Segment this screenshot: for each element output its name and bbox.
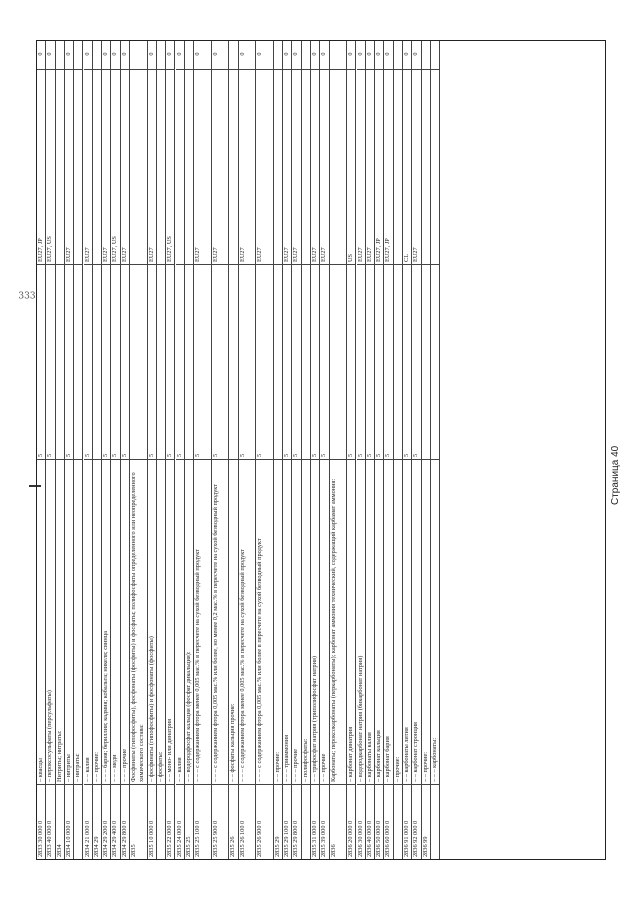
- value-cell: [394, 39, 402, 69]
- description-cell: – – – карбонаты:: [431, 459, 439, 784]
- table-row: [394, 41, 403, 859]
- countries-cell: [93, 69, 101, 264]
- value-cell: 0: [211, 52, 219, 56]
- description-cell: – пероксосульфаты (персульфаты): [46, 459, 54, 784]
- value-cell: 0: [120, 52, 128, 56]
- hs-code-cell: 2836 20 000 0: [347, 784, 355, 859]
- rate-cell: 5: [121, 264, 129, 459]
- description-cell: – – – с содержанием фтора 0,005 мас.% или более, но менее 0,2 мас.% в пересчете на сухой безводный продукт: [212, 459, 229, 784]
- value-cell: 0: [175, 52, 183, 56]
- table-row: [84, 41, 93, 859]
- value-cell: 0: [37, 52, 44, 56]
- value-cell: 0: [311, 52, 318, 56]
- rate-cell: 5: [292, 264, 300, 459]
- countries-cell: [302, 69, 310, 264]
- description-cell: – – прочие: [320, 459, 328, 784]
- rate-cell: 5: [111, 264, 119, 459]
- description-cell: – – калия: [176, 459, 184, 784]
- rate-cell: 5: [357, 264, 365, 459]
- description-cell: – – – меди: [111, 459, 119, 784]
- table-row: [347, 41, 356, 859]
- hs-code-cell: [74, 784, 82, 859]
- value-cell: 0: [384, 52, 392, 56]
- table-row: [229, 41, 238, 859]
- rate-cell: 5: [256, 264, 273, 459]
- countries-cell: CL: [403, 69, 411, 264]
- hs-code-cell: [394, 784, 402, 859]
- table-row: [212, 41, 230, 859]
- hs-code-cell: 2836 99: [422, 784, 430, 859]
- table-row: [37, 41, 46, 859]
- value-cell: 0: [356, 52, 364, 56]
- description-cell: Карбонаты; пероксокарбонаты (перкарбонаты); карбонат аммония технический, содержащий карбамат аммония:: [330, 459, 347, 784]
- table-row: [194, 41, 212, 859]
- tariff-table: [36, 40, 606, 860]
- hs-code-cell: 2836 92 000 0: [412, 784, 420, 859]
- hs-code-cell: 2834: [56, 784, 64, 859]
- countries-cell: EU27: [311, 69, 319, 264]
- rate-cell: 5: [102, 264, 110, 459]
- value-cell: 0: [111, 52, 119, 56]
- countries-cell: EU27: [283, 69, 291, 264]
- rate-cell: 5: [384, 264, 392, 459]
- value-cell: [422, 39, 430, 69]
- rate-cell: [422, 264, 430, 459]
- hs-code-cell: 2836 60 000 0: [384, 784, 392, 859]
- table-row: [65, 41, 74, 859]
- countries-cell: EU27, US: [46, 69, 54, 264]
- rate-cell: 5: [412, 264, 420, 459]
- hs-code-cell: 2835 39 000 0: [320, 784, 328, 859]
- description-cell: – – трифосфат натрия (триполифосфат натрия): [311, 459, 319, 784]
- page-number: Страница 40: [610, 445, 621, 505]
- countries-cell: EU27: [212, 69, 229, 264]
- rate-cell: 5: [194, 264, 211, 459]
- value-cell: 0: [347, 52, 355, 56]
- table-row: [366, 41, 375, 859]
- value-cell: [56, 39, 64, 69]
- hs-code-cell: 2836 50 000 0: [375, 784, 383, 859]
- table-row: [311, 41, 320, 859]
- value-cell: 0: [238, 52, 246, 56]
- description-cell: – – – бария; бериллия; кадмия; кобальта; никеля; свинца: [102, 459, 110, 784]
- description-cell: Нитриты; нитраты:: [56, 459, 64, 784]
- rate-cell: [56, 264, 64, 459]
- table-row: [422, 41, 431, 859]
- table-row: [403, 41, 412, 859]
- countries-cell: EU27: [292, 69, 300, 264]
- description-cell: – – калия: [84, 459, 92, 784]
- table-row: [166, 41, 175, 859]
- countries-cell: EU27, JP: [37, 69, 45, 264]
- rate-cell: 5: [311, 264, 319, 459]
- hs-code-cell: 2835 22 000 0: [166, 784, 174, 859]
- countries-cell: [56, 69, 64, 264]
- rate-cell: [130, 264, 147, 459]
- description-cell: – квасцы: [37, 459, 45, 784]
- hs-code-cell: [157, 784, 165, 859]
- description-cell: – – прочие:: [422, 459, 430, 784]
- table-row: [274, 41, 283, 859]
- countries-cell: EU27: [102, 69, 110, 264]
- hs-code-cell: 2835 26 900 0: [256, 784, 273, 859]
- countries-cell: EU27, US: [111, 69, 119, 264]
- rate-cell: [157, 264, 165, 459]
- countries-cell: EU27: [239, 69, 256, 264]
- description-cell: – фосфаты:: [157, 459, 165, 784]
- countries-cell: EU27, US: [166, 69, 174, 264]
- hs-code-cell: 2834 10 000 0: [65, 784, 73, 859]
- hs-code-cell: 2835 31 000 0: [311, 784, 319, 859]
- rate-cell: 5: [283, 264, 291, 459]
- countries-cell: EU27: [412, 69, 420, 264]
- hs-code-cell: 2834 29: [93, 784, 101, 859]
- table-row: [102, 41, 111, 859]
- rate-cell: 5: [347, 264, 355, 459]
- table-row: [384, 41, 393, 859]
- countries-cell: EU27: [121, 69, 129, 264]
- table-row: [431, 41, 440, 859]
- description-cell: – карбонат бария: [384, 459, 392, 784]
- value-cell: 0: [64, 52, 72, 56]
- rate-cell: 5: [403, 264, 411, 459]
- hs-code-cell: [302, 784, 310, 859]
- countries-cell: [74, 69, 82, 264]
- table-row: [239, 41, 257, 859]
- rate-cell: 5: [239, 264, 256, 459]
- countries-cell: [330, 69, 347, 264]
- description-cell: – – моно- или динатрия: [166, 459, 174, 784]
- value-cell: 0: [256, 52, 264, 56]
- rate-cell: [93, 264, 101, 459]
- hs-code-cell: 2835 24 000 0: [176, 784, 184, 859]
- value-cell: 0: [46, 52, 54, 56]
- countries-cell: EU27: [357, 69, 365, 264]
- table-row: [148, 41, 157, 859]
- countries-cell: [274, 69, 282, 264]
- value-cell: [157, 39, 165, 69]
- rate-cell: 5: [320, 264, 328, 459]
- hs-code-cell: 2833 30 000 0: [37, 784, 45, 859]
- description-cell: – – – триаммония: [283, 459, 291, 784]
- hs-code-cell: 2834 29 400 0: [111, 784, 119, 859]
- rate-cell: [394, 264, 402, 459]
- hs-code-cell: 2835 25 900 0: [212, 784, 229, 859]
- countries-cell: EU27: [366, 69, 374, 264]
- countries-cell: [422, 69, 430, 264]
- table-row: [121, 41, 130, 859]
- description-cell: – фосфинаты (гипофосфиты) и фосфонаты (фосфиты): [148, 459, 156, 784]
- table-row: [185, 41, 194, 859]
- value-cell: 0: [194, 52, 202, 56]
- countries-cell: [229, 69, 237, 264]
- rate-cell: [431, 264, 439, 459]
- countries-cell: EU27: [84, 69, 92, 264]
- rate-cell: 5: [176, 264, 184, 459]
- hs-code-cell: [431, 784, 439, 859]
- countries-cell: US: [347, 69, 355, 264]
- hs-code-cell: 2834 21 000 0: [84, 784, 92, 859]
- value-cell: 0: [375, 52, 383, 56]
- rate-cell: 5: [148, 264, 156, 459]
- table-row: [375, 41, 384, 859]
- hs-code-cell: 2835 25: [185, 784, 193, 859]
- table-row: [176, 41, 185, 859]
- description-cell: Фосфинаты (гипофосфиты), фосфонаты (фосфиты) и фосфаты; полифосфаты определенного или неопределенного химического состава:: [130, 459, 147, 784]
- countries-cell: EU27: [65, 69, 73, 264]
- description-cell: – – – с содержанием фтора 0,005 мас.% или более в пересчете на сухой безводный продукт: [256, 459, 273, 784]
- description-cell: – полифосфаты:: [302, 459, 310, 784]
- hs-code-cell: 2835 26 100 0: [239, 784, 256, 859]
- hs-code-cell: 2834 29 200 0: [102, 784, 110, 859]
- description-cell: – водородкарбонат натрия (бикарбонат натрия): [357, 459, 365, 784]
- rate-cell: 5: [37, 264, 45, 459]
- rate-cell: 5: [84, 264, 92, 459]
- handwritten-page-number: 333: [18, 291, 36, 302]
- table-row: [111, 41, 120, 859]
- value-cell: 0: [283, 52, 291, 56]
- table-row: [330, 41, 348, 859]
- rate-cell: [302, 264, 310, 459]
- hs-code-cell: 2835 26: [229, 784, 237, 859]
- rate-cell: [185, 264, 193, 459]
- table-row: [320, 41, 329, 859]
- table-row: [412, 41, 421, 859]
- value-cell: 0: [102, 52, 110, 56]
- description-cell: – – прочие:: [93, 459, 101, 784]
- hs-code-cell: 2835: [130, 784, 147, 859]
- description-cell: – – карбонат стронция: [412, 459, 420, 784]
- countries-cell: EU27: [256, 69, 273, 264]
- value-cell: 0: [292, 52, 300, 56]
- hs-code-cell: 2835 29 100 0: [283, 784, 291, 859]
- hs-code-cell: 2836 40 000 0: [366, 784, 374, 859]
- description-cell: – – фосфаты кальция прочие:: [229, 459, 237, 784]
- countries-cell: [157, 69, 165, 264]
- rate-cell: 5: [212, 264, 229, 459]
- table-row: [357, 41, 366, 859]
- description-cell: – карбонат динатрия: [347, 459, 355, 784]
- hs-code-cell: 2836: [330, 784, 347, 859]
- countries-cell: EU27: [148, 69, 156, 264]
- hs-code-cell: 2835 10 000 0: [148, 784, 156, 859]
- table-row: [74, 41, 83, 859]
- countries-cell: [176, 69, 184, 264]
- description-cell: – – водородфосфат кальция (фосфат дикальция):: [185, 459, 193, 784]
- countries-cell: [130, 69, 147, 264]
- value-cell: 0: [83, 52, 91, 56]
- value-cell: 0: [147, 52, 155, 56]
- value-cell: [431, 39, 439, 69]
- rate-cell: 5: [375, 264, 383, 459]
- table-row: [283, 41, 292, 859]
- table-row: [292, 41, 301, 859]
- table-row: [56, 41, 65, 859]
- hs-code-cell: 2836 30 000 0: [357, 784, 365, 859]
- rate-cell: [229, 264, 237, 459]
- value-cell: [130, 39, 147, 69]
- description-cell: – – прочие:: [274, 459, 282, 784]
- rate-cell: 5: [65, 264, 73, 459]
- rate-cell: 5: [46, 264, 54, 459]
- hs-code-cell: 2835 29 800 0: [292, 784, 300, 859]
- countries-cell: EU27, JP: [384, 69, 392, 264]
- value-cell: [74, 39, 82, 69]
- description-cell: – – – с содержанием фтора менее 0,005 мас.% в пересчете на сухой безводный продукт: [194, 459, 211, 784]
- description-cell: – нитриты: [65, 459, 73, 784]
- value-cell: [330, 39, 347, 69]
- description-cell: – – – прочие: [121, 459, 129, 784]
- countries-cell: [185, 69, 193, 264]
- value-cell: 0: [166, 52, 174, 56]
- countries-cell: [431, 69, 439, 264]
- value-cell: [229, 39, 237, 69]
- value-cell: 0: [365, 52, 373, 56]
- hs-code-cell: 2834 29 800 0: [121, 784, 129, 859]
- value-cell: 0: [403, 52, 410, 56]
- hs-code-cell: 2835 25 100 0: [194, 784, 211, 859]
- value-cell: 0: [412, 52, 420, 56]
- value-cell: [302, 39, 310, 69]
- rate-cell: [274, 264, 282, 459]
- description-cell: – прочие:: [394, 459, 402, 784]
- value-cell: 0: [320, 52, 328, 56]
- countries-cell: EU27: [194, 69, 211, 264]
- description-cell: – – – с содержанием фтора менее 0,005 мас.% в пересчете на сухой безводный продукт: [239, 459, 256, 784]
- table-row: [302, 41, 311, 859]
- hs-code-cell: 2833 40 000 0: [46, 784, 54, 859]
- rate-cell: [74, 264, 82, 459]
- table-row: [157, 41, 166, 859]
- hs-code-cell: 2835 29: [274, 784, 282, 859]
- rate-cell: [330, 264, 347, 459]
- description-cell: – карбонат кальция: [375, 459, 383, 784]
- table-row: [46, 41, 55, 859]
- description-cell: – карбонаты калия: [366, 459, 374, 784]
- value-cell: [274, 39, 282, 69]
- hs-code-cell: 2836 91 000 0: [403, 784, 411, 859]
- countries-cell: [394, 69, 402, 264]
- rate-cell: 5: [366, 264, 374, 459]
- table-row: [256, 41, 274, 859]
- description-cell: – нитраты:: [74, 459, 82, 784]
- description-cell: – – карбонаты лития: [403, 459, 411, 784]
- countries-cell: EU27: [320, 69, 328, 264]
- rate-cell: 5: [166, 264, 174, 459]
- value-cell: [93, 39, 101, 69]
- description-cell: – – – прочие: [292, 459, 300, 784]
- countries-cell: EU27, JP: [375, 69, 383, 264]
- value-cell: [185, 39, 193, 69]
- table-row: [93, 41, 102, 859]
- table-row: [130, 41, 148, 859]
